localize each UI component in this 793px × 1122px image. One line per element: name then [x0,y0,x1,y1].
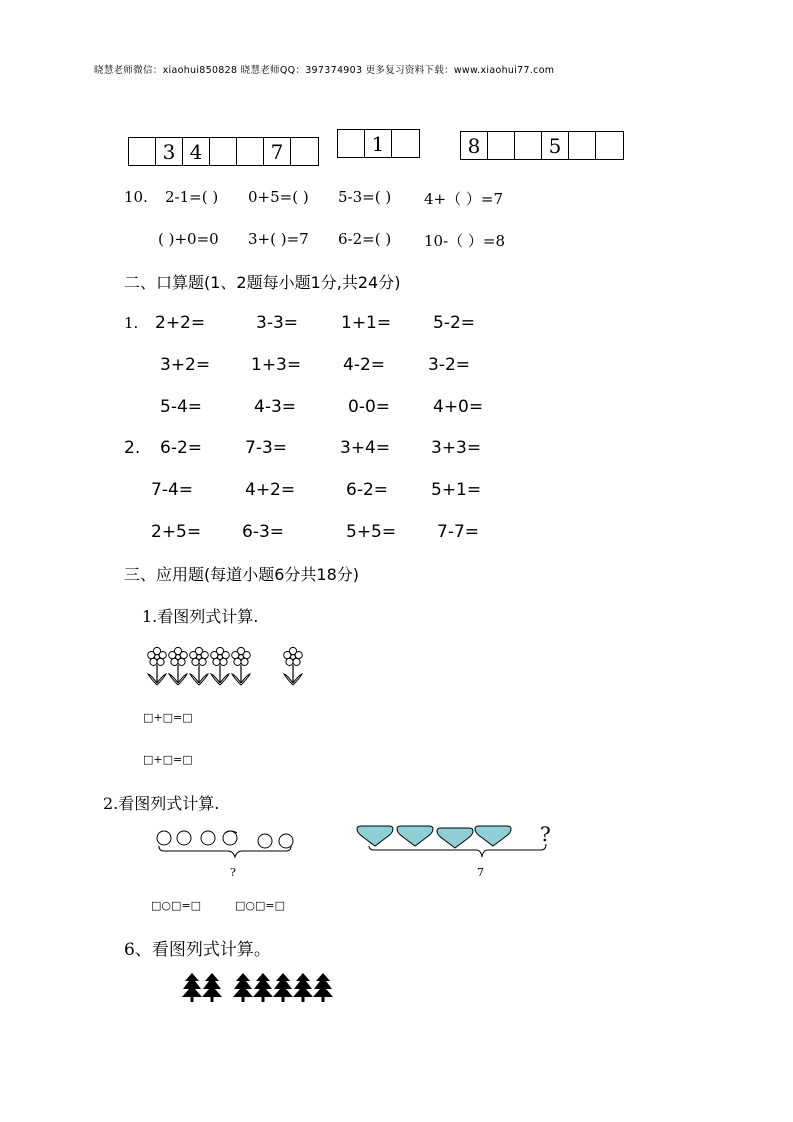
oral-equation: 5+5= [346,522,397,542]
heart-icon [437,828,473,848]
box-cell[interactable]: 8 [461,132,488,159]
box-cell[interactable] [129,138,156,165]
oral-equation: 4+0= [433,397,484,417]
flower-icon [232,647,251,685]
heart-icon [357,826,393,846]
box-cell[interactable] [210,138,237,165]
tree-icon [293,973,313,1002]
section3-title: 三、应用题(每道小题6分共18分) [124,565,360,584]
oral-equation: 0-0= [348,397,391,417]
oral-equation: 4-3= [254,397,297,417]
q10-item: ( )+0=0 [158,230,219,248]
oral-equation: 3+3= [431,438,482,458]
flower-icon [148,647,167,685]
q2-title: 2.看图列式计算. [103,794,220,813]
box-cell[interactable]: 1 [365,130,392,157]
q10-item: 6-2=( ) [338,230,392,248]
q2-formula-2: □○□=□ [235,899,285,912]
hearts-illustration [355,822,560,864]
oral-equation: 2+2= [155,313,206,333]
oral-equation: 5-4= [160,397,203,417]
q2-question-mark: ? [540,822,551,846]
box-cell[interactable] [515,132,542,159]
trees-illustration [180,972,335,1004]
oral-equation: 2+5= [151,522,202,542]
q1-formula-2: □+□=□ [143,753,193,766]
oral-equation: 1+1= [341,313,392,333]
circle-icon [177,831,191,845]
box-cell[interactable] [569,132,596,159]
box-cell[interactable]: 5 [542,132,569,159]
q1-formula-1: □+□=□ [143,711,193,724]
section2-title: 二、口算题(1、2题每小题1分,共24分) [124,273,401,292]
q10-number: 10. [124,188,148,206]
page-header: 晓慧老师微信：xiaohui850828 晓慧老师QQ：397374903 更多复习资料下载：www.xiaohui77.com [94,65,555,76]
q2-left-label: ? [230,866,236,879]
number-boxes-1 [128,137,319,166]
oral-equation: 6-2= [160,438,203,458]
q10-item: 2-1=( ) [165,188,219,206]
oral-equation: 7-4= [151,480,194,500]
number-boxes-2 [337,129,420,158]
box-cell[interactable] [237,138,264,165]
q10-item: 0+5=( ) [248,188,309,206]
q1-number: 1. [124,314,139,332]
box-cell[interactable] [596,132,623,159]
q6-title: 6、看图列式计算。 [124,940,271,960]
flowers-illustration [145,645,315,687]
oral-equation: 3+2= [160,355,211,375]
brace [159,846,291,857]
tree-icon [182,973,202,1002]
box-cell[interactable] [291,138,318,165]
tree-icon [253,973,273,1002]
oral-equation: 7-7= [437,522,480,542]
box-cell[interactable]: 4 [183,138,210,165]
circles-illustration [155,828,300,862]
tree-icon [233,973,253,1002]
tree-icon [273,973,293,1002]
flower-icon [169,647,188,685]
q2-number: 2. [124,438,141,458]
oral-equation: 6-3= [242,522,285,542]
flower-icon [190,647,209,685]
oral-equation: 4+2= [245,480,296,500]
q10-item: 10-（ ）=8 [424,232,506,250]
oral-equation: 3+4= [340,438,391,458]
flower-icon [284,647,303,685]
box-cell[interactable]: 7 [264,138,291,165]
q10-item: 4+（ ）=7 [424,190,503,208]
circle-icon [258,834,272,848]
oral-equation: 5-2= [433,313,476,333]
tree-icon [202,973,222,1002]
q10-item: 3+( )=7 [248,230,309,248]
q10-item: 5-3=( ) [338,188,392,206]
heart-icon [397,826,433,846]
flower-icon [211,647,230,685]
box-cell[interactable] [338,130,365,157]
oral-equation: 4-2= [343,355,386,375]
q2-right-label: 7 [477,866,484,879]
number-boxes-3 [460,131,624,160]
oral-equation: 3-2= [428,355,471,375]
box-cell[interactable]: 3 [156,138,183,165]
q2-formula-1: □○□=□ [151,899,201,912]
oral-equation: 6-2= [346,480,389,500]
oral-equation: 1+3= [251,355,302,375]
tree-icon [313,973,333,1002]
heart-icon [475,826,511,846]
oral-equation: 5+1= [431,480,482,500]
oral-equation: 7-3= [245,438,288,458]
q1-title: 1.看图列式计算. [142,607,259,626]
box-cell[interactable] [392,130,419,157]
circle-icon [157,831,171,845]
oral-equation: 3-3= [256,313,299,333]
circle-icon [201,831,215,845]
box-cell[interactable] [488,132,515,159]
circle-icon [279,834,293,848]
